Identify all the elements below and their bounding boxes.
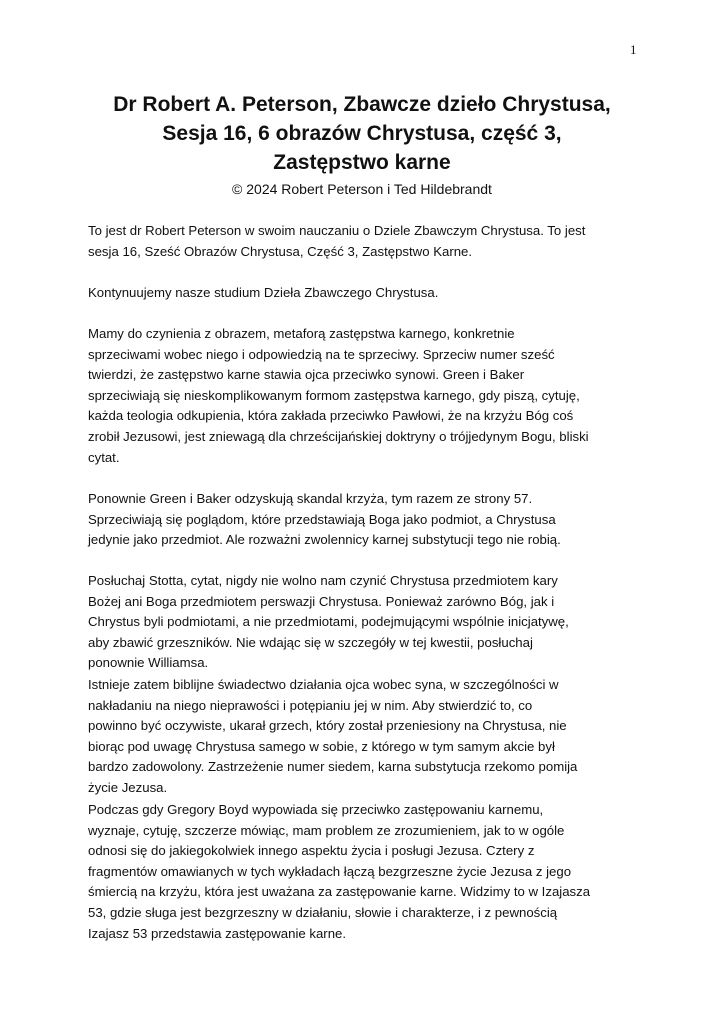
text-line: fragmentów omawianych w tych wykładach łączą bezgrzeszne życie Jezusa z jego [88,863,572,879]
text-line: Ponownie Green i Baker odzyskują skandal krzyża, tym razem ze strony 57. [88,491,533,506]
paragraph-green-baker [88,489,648,551]
text-line: sesja 16, Sześć Obrazów Chrystusa, Część 3, Zastępstwo Karne. [88,243,473,259]
page-number: 1 [630,42,637,57]
title-line: Zastępstwo karne [273,151,451,174]
text-line: każda teologia odkupienia, która zakłada przeciwko Pawłowi, że na krzyżu Bóg coś [88,408,574,424]
text-line: Sprzeciwiają się poglądom, które przedstawiają Boga jako podmiot, a Chrystusa [88,511,556,527]
text-line: Kontynuujemy nasze studium Dzieła Zbawczego Chrystusa. [88,285,439,300]
text-line: To jest dr Robert Peterson w swoim nauczaniu o Dziele Zbawczym Chrystusa. To jest [88,223,586,238]
text-line: Izajasz 53 przedstawia zastępowanie karne. [88,925,347,941]
text-line: Posłuchaj Stotta, cytat, nigdy nie wolno nam czynić Chrystusa przedmiotem kary [88,573,558,588]
title-line: Sesja 16, 6 obrazów Chrystusa, część 3, [162,122,562,145]
text-line: cytat. [88,449,120,465]
paragraph-objection-six [88,324,648,468]
text-line: biorąc pod uwagę Chrystusa samego w sobie, z którego w tym samym akcie był [88,738,555,754]
text-line: wyznaje, cytuję, szczerze mówiąc, mam problem ze zrozumieniem, jak to w ogóle [88,822,565,838]
paragraph-stott [88,571,648,674]
title-line: Dr Robert A. Peterson, Zbawcze dzieło Chrystusa, [113,93,611,116]
paragraph-biblical-witness [88,675,648,799]
paragraph-intro [88,221,648,262]
document-title [60,90,664,177]
text-line: nakładaniu na niego nieprawości i potępianiu jej w nim. Aby stwierdzić to, co [88,697,533,713]
text-line: twierdzi, że zastępstwo karne stawia ojca przeciwko synowi. Green i Baker [88,367,525,383]
text-line: Chrystus byli podmiotami, a nie przedmiotami, podejmującymi wspólnie inicjatywę, [88,614,569,630]
text-line: 53, gdzie sługa jest bezgrzeszny w działaniu, słowie i charakterze, i z pewnością [88,904,558,920]
text-line: powinno być oczywiste, ukarał grzech, który został przeniesiony na Chrystusa, nie [88,718,567,734]
text-line: śmiercią na krzyżu, która jest uważana za zastępowanie karne. Widzimy to w Izajasza [88,884,591,900]
text-line: Istnieje zatem biblijne świadectwo działania ojca wobec syna, w szczególności w [88,677,559,692]
paragraph-gregory-boyd [88,800,648,944]
text-line: sprzeciwiają się nieskomplikowanym formom zastępstwa karnego, gdy piszą, cytuję, [88,387,580,403]
text-line: zrobił Jezusowi, jest zniewagą dla chrześcijańskiej doktryny o trójjedynym Bogu, bliski [88,428,589,444]
text-line: Podczas gdy Gregory Boyd wypowiada się przeciwko zastępowaniu karnemu, [88,802,544,817]
text-line: ponownie Williamsa. [88,655,209,671]
text-line: Bożej ani Boga przedmiotem perswazji Chrystusa. Ponieważ zarówno Bóg, jak i [88,593,555,609]
text-line: bardzo zadowolony. Zastrzeżenie numer siedem, karna substytucja rzekomo pomija [88,759,578,775]
text-line: jedynie jako przedmiot. Ale rozważni zwolennicy karnej substytucji tego nie robią. [88,532,561,548]
copyright-notice: © 2024 Robert Peterson i Ted Hildebrandt [232,181,492,197]
paragraph-continue [88,283,648,304]
text-line: sprzeciwami wobec niego i odpowiedzią na te sprzeciwy. Sprzeciw numer sześć [88,346,555,362]
text-line: życie Jezusa. [88,779,168,795]
text-line: aby zbawić grzeszników. Nie wdając się w szczegóły w tej kwestii, posłuchaj [88,634,533,650]
text-line: odnosi się do jakiegokolwiek innego aspektu życia i posługi Jezusa. Cztery z [88,843,535,859]
text-line: Mamy do czynienia z obrazem, metaforą zastępstwa karnego, konkretnie [88,326,515,341]
